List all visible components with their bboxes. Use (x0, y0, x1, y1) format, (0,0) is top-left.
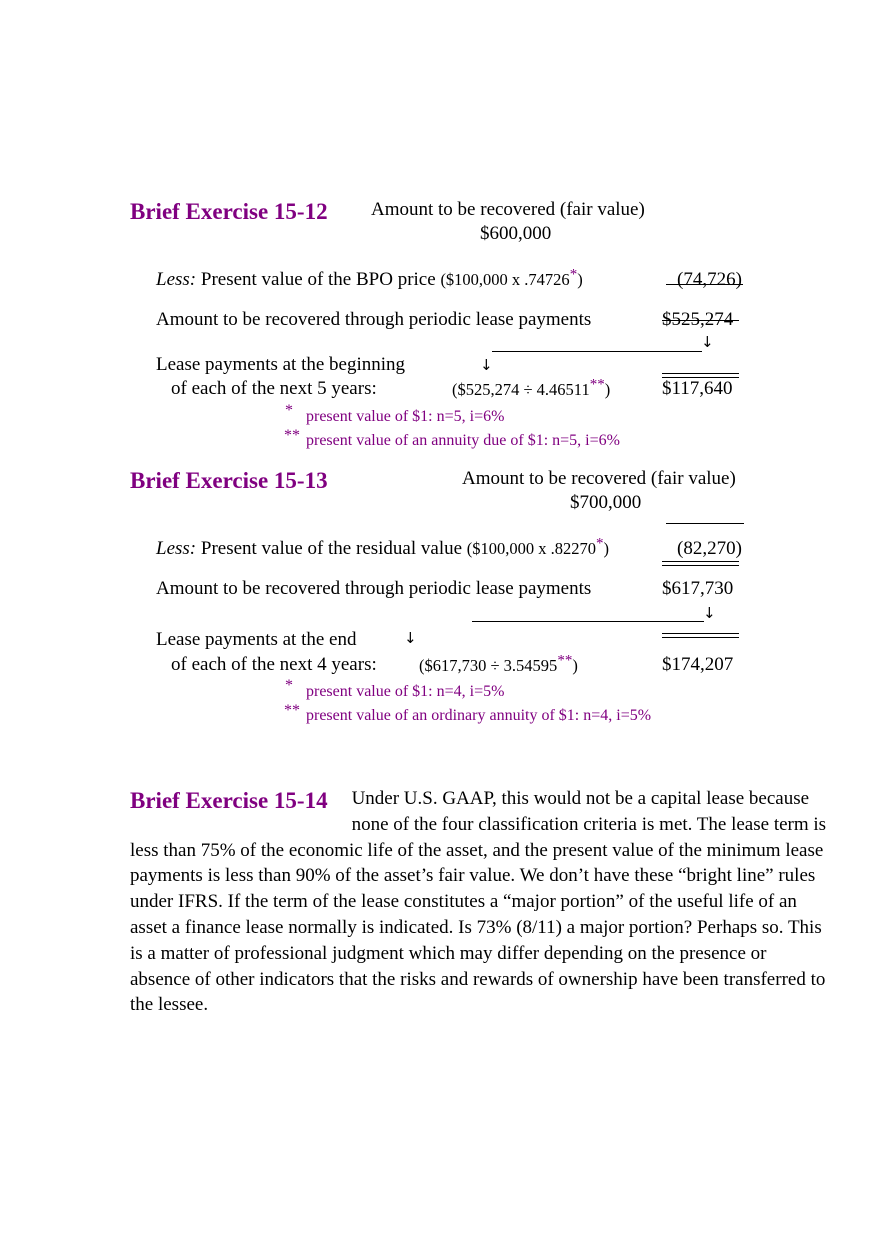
less-label: Less: (156, 538, 197, 559)
be1512-lease-line2: of each of the next 5 years: (171, 378, 377, 399)
be1513-periodic-amount: $617,730 (662, 578, 734, 599)
double-underline (662, 633, 739, 638)
be1513-note2-text: present value of an ordinary annuity of $1: n=4, i=5% (306, 707, 652, 724)
down-arrow-icon: ↓ (404, 629, 417, 647)
down-arrow-icon: ↓ (703, 604, 716, 622)
be1512-lease-line1: Lease payments at the beginning (156, 354, 406, 375)
less-text: Present value of the residual value (200, 538, 463, 559)
be1512-periodic-amount: $525,274 (662, 309, 734, 330)
connector-line (492, 351, 702, 352)
double-underline (662, 561, 739, 566)
less-calc: ($100,000 x .82270*) (466, 535, 610, 558)
be1513-less-row (156, 535, 610, 560)
be1514-heading: Brief Exercise 15-14 (130, 788, 328, 813)
be1513-note1-text: present value of $1: n=4, i=5% (306, 683, 505, 700)
be1512-periodic-label: Amount to be recovered through periodic lease payments (156, 309, 592, 330)
be1512-lease-calc: ($525,274 ÷ 4.46511**) (452, 376, 611, 399)
less-text: Present value of the BPO price (200, 269, 436, 290)
be1514-body: Under U.S. GAAP, this would not be a capital lease because none of the four classification criteria is met. The lease term is less than 75% of the economic life of the asset, and the present value of the minimum lease payments is less than 90% of the asset’s fair value. We don’t have these “bright line” rules under IFRS. If the term of the lease constitutes a “major portion” of the useful life of an asset a finance lease normally is indicated. Is 73% (8/11) a major portion? Perhaps so. This is a matter of professional judgment which may differ depending on the presence or absence of other indicators that the risks and rewards of ownership have been transferred to the lessee. (130, 788, 827, 1016)
be1513-heading: Brief Exercise 15-13 (130, 468, 328, 493)
down-arrow-icon: ↓ (480, 356, 493, 374)
be1513-lease-line2: of each of the next 4 years: (171, 654, 377, 675)
be1513-lease-amount: $174,207 (662, 654, 734, 675)
be1513-note2-mark: ** (284, 702, 300, 719)
be1512-recover-amount: $600,000 (480, 223, 552, 244)
be1513-less-amount: (82,270) (677, 538, 742, 559)
be1513-recover-amount: $700,000 (570, 492, 642, 513)
be1512-heading: Brief Exercise 15-12 (130, 199, 328, 224)
down-arrow-icon: ↓ (701, 333, 714, 351)
footnote-mark: ** (589, 376, 605, 393)
rule-line (666, 523, 744, 524)
be1512-note2-mark: ** (284, 427, 300, 444)
be1512-lease-amount: $117,640 (662, 378, 733, 399)
less-label: Less: (156, 269, 197, 290)
footnote-mark: * (596, 535, 604, 552)
be1513-periodic-label: Amount to be recovered through periodic lease payments (156, 578, 592, 599)
be1512-recover-label: Amount to be recovered (fair value) (371, 199, 645, 220)
footnote-mark: ** (557, 652, 573, 669)
be1513-note1-mark: * (285, 677, 293, 694)
be1513-lease-calc: ($617,730 ÷ 3.54595**) (419, 652, 578, 675)
strike-line (662, 320, 739, 321)
be1514-paragraph (130, 786, 830, 1018)
be1513-lease-line1: Lease payments at the end (156, 629, 357, 650)
footnote-mark: * (569, 266, 578, 283)
be1512-note1-text: present value of $1: n=5, i=6% (306, 408, 505, 425)
strike-line (666, 284, 743, 285)
be1512-note2-text: present value of an annuity due of $1: n=5, i=6% (306, 432, 620, 449)
be1512-note1-mark: * (285, 402, 293, 419)
connector-line (472, 621, 704, 622)
be1512-less-amount: (74,726) (677, 269, 742, 290)
be1513-recover-label: Amount to be recovered (fair value) (462, 468, 736, 489)
less-calc: ($100,000 x .74726*) (440, 266, 583, 289)
be1512-less-row (156, 266, 583, 291)
